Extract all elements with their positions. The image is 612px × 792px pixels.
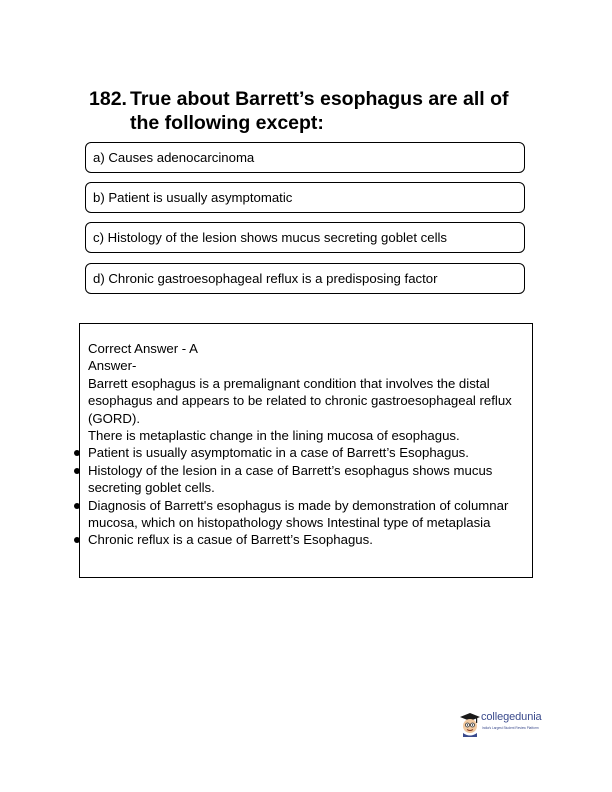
bullet-text: Patient is usually asymptomatic in a case of Barrett’s Esophagus. [88,445,469,461]
mascot-icon [458,709,482,737]
explanation-paragraph: Barrett esophagus is a premalignant condition that involves the distal esophagus and appears to be related to chronic gastroesophageal reflux (GORD). [88,375,512,426]
option-a[interactable]: a) Causes adenocarcinoma [85,142,525,173]
bullet-item [88,462,526,497]
option-b[interactable]: b) Patient is usually asymptomatic [85,182,525,213]
question-number: 182. [89,88,127,110]
logo-tagline: India's Largest Student Review Platform [482,726,539,730]
bullet-text: Histology of the lesion in a case of Barrett’s esophagus shows mucus secreting goblet cells. [88,462,493,496]
answer-label: Answer- [88,358,137,374]
answer-content [88,340,526,549]
bullet-item [88,531,526,548]
bullet-icon [74,503,80,509]
answer-box [79,323,533,578]
bullet-item [88,444,526,461]
bullet-text: Diagnosis of Barrett's esophagus is made by demonstration of columnar mucosa, which on histopathology shows Intestinal type of metaplasia [88,497,509,531]
correct-answer: Correct Answer - A [88,341,198,356]
bullet-item [88,497,526,532]
bullet-icon [74,468,80,474]
bullet-icon [74,537,80,543]
collegedunia-logo[interactable] [458,709,568,739]
bullet-icon [74,450,80,456]
option-d[interactable]: d) Chronic gastroesophageal reflux is a predisposing factor [85,263,525,294]
question-text: True about Barrett’s esophagus are all of the following except: [130,88,509,134]
metaplasia-line: There is metaplastic change in the lining mucosa of esophagus. [88,428,460,444]
logo-name: collegedunia [481,711,542,723]
bullet-text: Chronic reflux is a casue of Barrett’s Esophagus. [88,532,373,548]
option-c[interactable]: c) Histology of the lesion shows mucus secreting goblet cells [85,222,525,253]
